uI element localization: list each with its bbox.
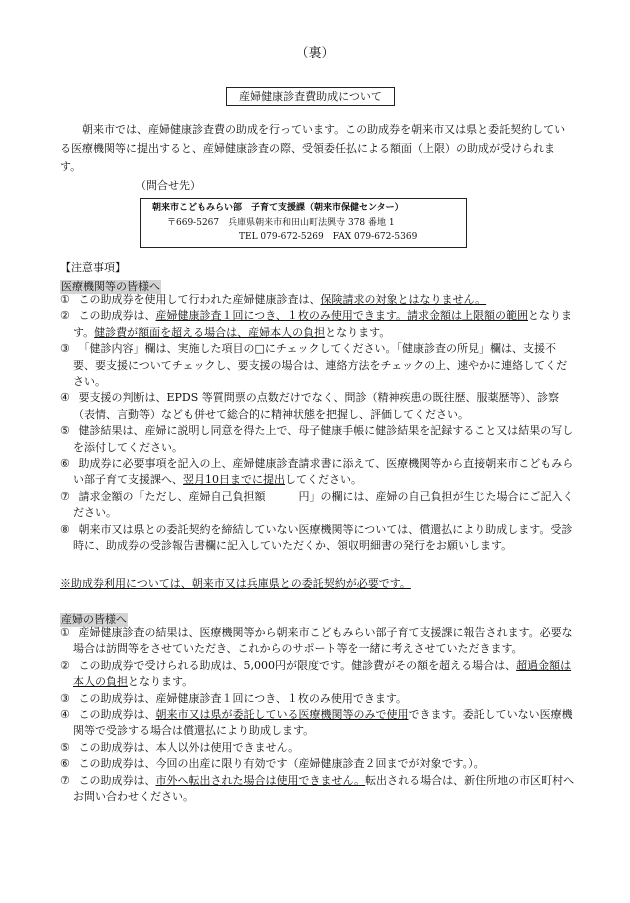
intro-paragraph <box>60 121 572 177</box>
list-item: ⑤ 健診結果は、産婦に説明し同意を得た上で、母子健康手帳に健診結果を記録すること又は結果の写しを添付してください。 <box>60 424 574 454</box>
intro-text: 朝来市では、産婦健康診査費の助成を行っています。この助成券を朝来市又は県と委託契約している医療機関等に提出すると、産婦健康診査の際、受領委任払による額面（上限）の助成が受けられます。 <box>60 123 566 173</box>
list-item: ⑤ この助成券は、本人以外は使用できません。 <box>60 740 300 754</box>
contract-notice: ※助成券利用については、朝来市又は兵庫県との委託契約が必要です。 <box>60 577 411 590</box>
list-item: ④ この助成券は、朝来市又は県が委託している医療機関等のみで使用できます。委託していない医療機関等で受診する場合は償還払により助成します。 <box>60 708 573 738</box>
list-item: ① 産婦健康診査の結果は、医療機関等から朝来市こどもみらい部子育て支援課に報告されます。必要な場合は訪問等をさせていただき、これからのサポート等を一緒に考えさせていただきます。 <box>60 626 573 656</box>
inquiry-label: （問合せ先） <box>135 179 201 192</box>
contact-phone: TEL 079-672-5269 FAX 079-672-5369 <box>239 232 418 242</box>
mothers-heading: 産婦の皆様へ <box>61 613 127 626</box>
contact-box <box>140 198 467 248</box>
page-side-label: （裏） <box>295 46 335 61</box>
list-item: ② この助成券で受けられる助成は、5,000円が限度です。健診費がその額を超える場合は、超過金額は本人の負担となります。 <box>60 658 572 689</box>
list-item: ⑦ 請求金額の「ただし、産婦自己負担額 円」の欄には、産婦の自己負担が生じた場合にご記入ください。 <box>60 489 574 520</box>
list-item: ③ 「健診内容」欄は、実施した項目の□にチェックしてください。「健康診査の所見」欄は、支援不要、要支援についてチェックし、要支援の場合は、連絡方法をチェックの上、速やかに連絡してください。 <box>60 342 568 389</box>
list-item: ③ この助成券は、産婦健康診査１回につき、１枚のみ使用できます。 <box>60 691 407 705</box>
list-item: ① この助成券を使用して行われた産婦健康診査は、保険請求の対象とはなりません。 <box>60 293 487 306</box>
list-item: ④ 要支援の判断は、EPDS 等質問票の点数だけでなく、問診（精神疾患の既往歴、服薬歴等）、診察（表情、言動等）なども併せて総合的に精神状態を把握し、評価してください。 <box>60 391 560 421</box>
list-item: ⑥ この助成券は、今回の出産に限り有効です（産婦健康診査２回までが対象です。）。 <box>60 757 485 771</box>
mothers-notes-list <box>60 625 575 805</box>
document-title: 産婦健康診査費助成について <box>226 87 395 106</box>
contact-address: 〒669-5267 兵庫県朝来市和田山町法興寺 378 番地 1 <box>167 218 395 228</box>
notes-heading: 【注意事項】 <box>60 261 126 274</box>
contact-office-name: 朝来市こどもみらい部 子育て支援課（朝来市保健センター） <box>152 203 404 213</box>
medical-heading: 医療機関等の皆様へ <box>61 280 160 293</box>
medical-notes-list <box>60 292 575 555</box>
list-item: ⑦ この助成券は、市外へ転出された場合は使用できません。転出される場合は、新住所地の市区町村へお問い合わせください。 <box>60 773 575 804</box>
list-item: ② この助成券は、産婦健康診査１回につき、１枚のみ使用できます。請求金額は上限額の範囲となります。健診費が額面を超える場合は、産婦本人の負担となります。 <box>60 309 572 339</box>
list-item: ⑥ 助成券に必要事項を記入の上、産婦健康診査請求書に添えて、医療機関等から直接朝来市こどもみらい部子育て支援課へ、翌月10日までに提出してください。 <box>60 457 574 487</box>
list-item: ⑧ 朝来市又は県との委託契約を締結していない医療機関等については、償還払により助成します。受診時に、助成券の受診報告書欄に記入していただくか、領収明細書の発行をお願いします。 <box>60 522 573 553</box>
